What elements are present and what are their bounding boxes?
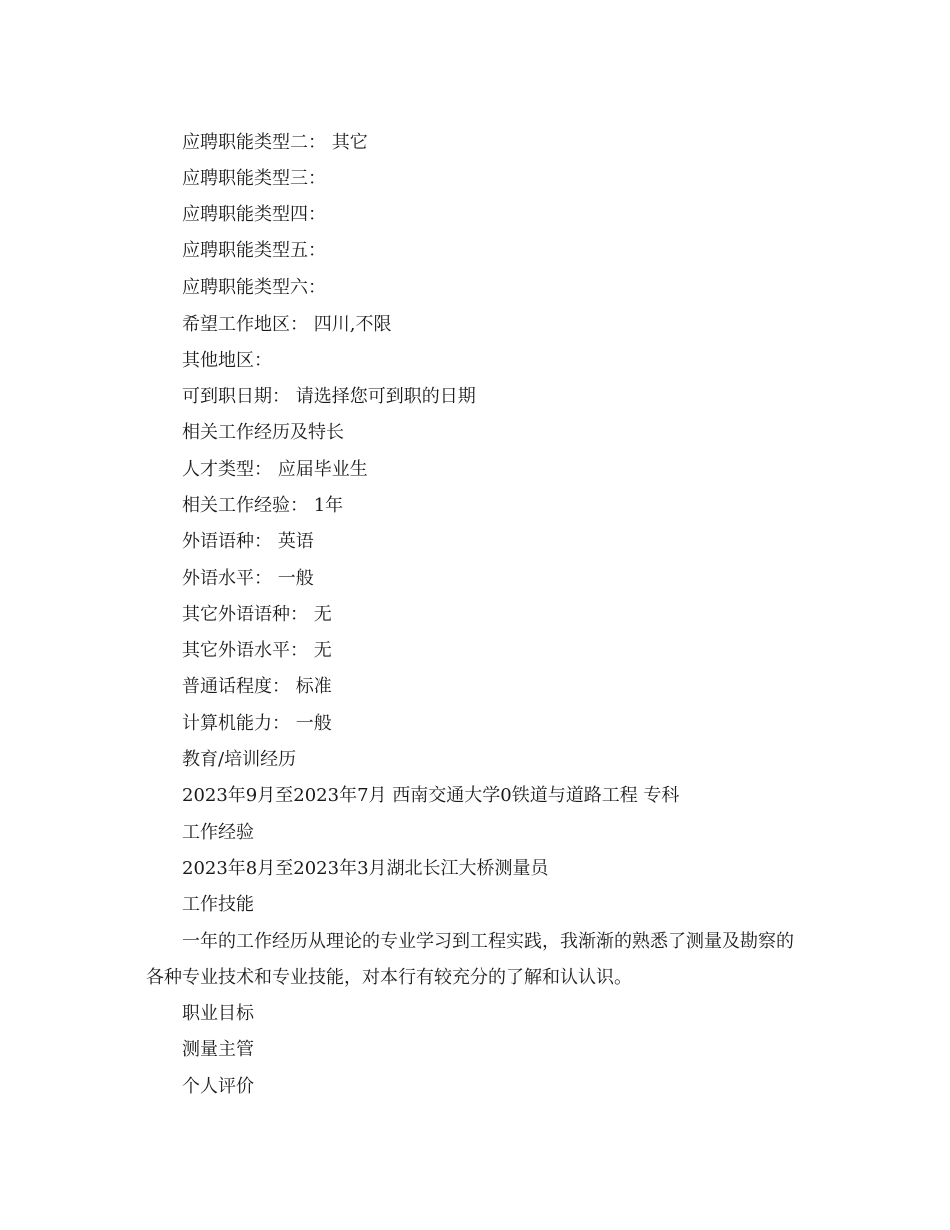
field-function-type-5: 应聘职能类型五：: [182, 240, 326, 261]
field-work-experience: 相关工作经验： 1年: [182, 495, 344, 516]
field-function-type-4: 应聘职能类型四：: [182, 204, 326, 225]
section-heading-experience-skills: 相关工作经历及特长: [182, 422, 344, 443]
work-experience-entry: 2023年8月至2023年3月湖北长江大桥测量员: [182, 858, 549, 879]
field-function-type-2: 应聘职能类型二： 其它: [182, 132, 368, 153]
section-heading-work-experience: 工作经验: [182, 822, 254, 843]
field-available-date: 可到职日期： 请选择您可到职的日期: [182, 386, 476, 407]
section-heading-career-goal: 职业目标: [182, 1003, 254, 1024]
section-heading-self-evaluation: 个人评价: [182, 1076, 254, 1097]
field-language-level: 外语水平： 一般: [182, 568, 314, 589]
field-foreign-language: 外语语种： 英语: [182, 531, 314, 552]
field-function-type-6: 应聘职能类型六：: [182, 277, 326, 298]
field-talent-type: 人才类型： 应届毕业生: [182, 459, 368, 480]
field-other-language: 其它外语语种： 无: [182, 604, 332, 625]
field-desired-region: 希望工作地区： 四川,不限: [182, 314, 392, 335]
field-computer-skill: 计算机能力： 一般: [182, 713, 332, 734]
section-heading-education: 教育/培训经历: [182, 749, 297, 770]
work-skills-paragraph: 一年的工作经历从理论的专业学习到工程实践，我渐渐的熟悉了测量及勘察的各种专业技术和专业技能，对本行有较充分的了解和认认识。: [146, 931, 794, 988]
section-heading-work-skills: 工作技能: [182, 894, 254, 915]
field-other-language-level: 其它外语水平： 无: [182, 640, 332, 661]
career-goal-value: 测量主管: [182, 1039, 254, 1060]
field-mandarin-level: 普通话程度： 标准: [182, 676, 332, 697]
education-entry: 2023年9月至2023年7月 西南交通大学0铁道与道路工程 专科: [182, 785, 680, 806]
field-other-region: 其他地区：: [182, 350, 272, 371]
field-function-type-3: 应聘职能类型三：: [182, 168, 326, 189]
